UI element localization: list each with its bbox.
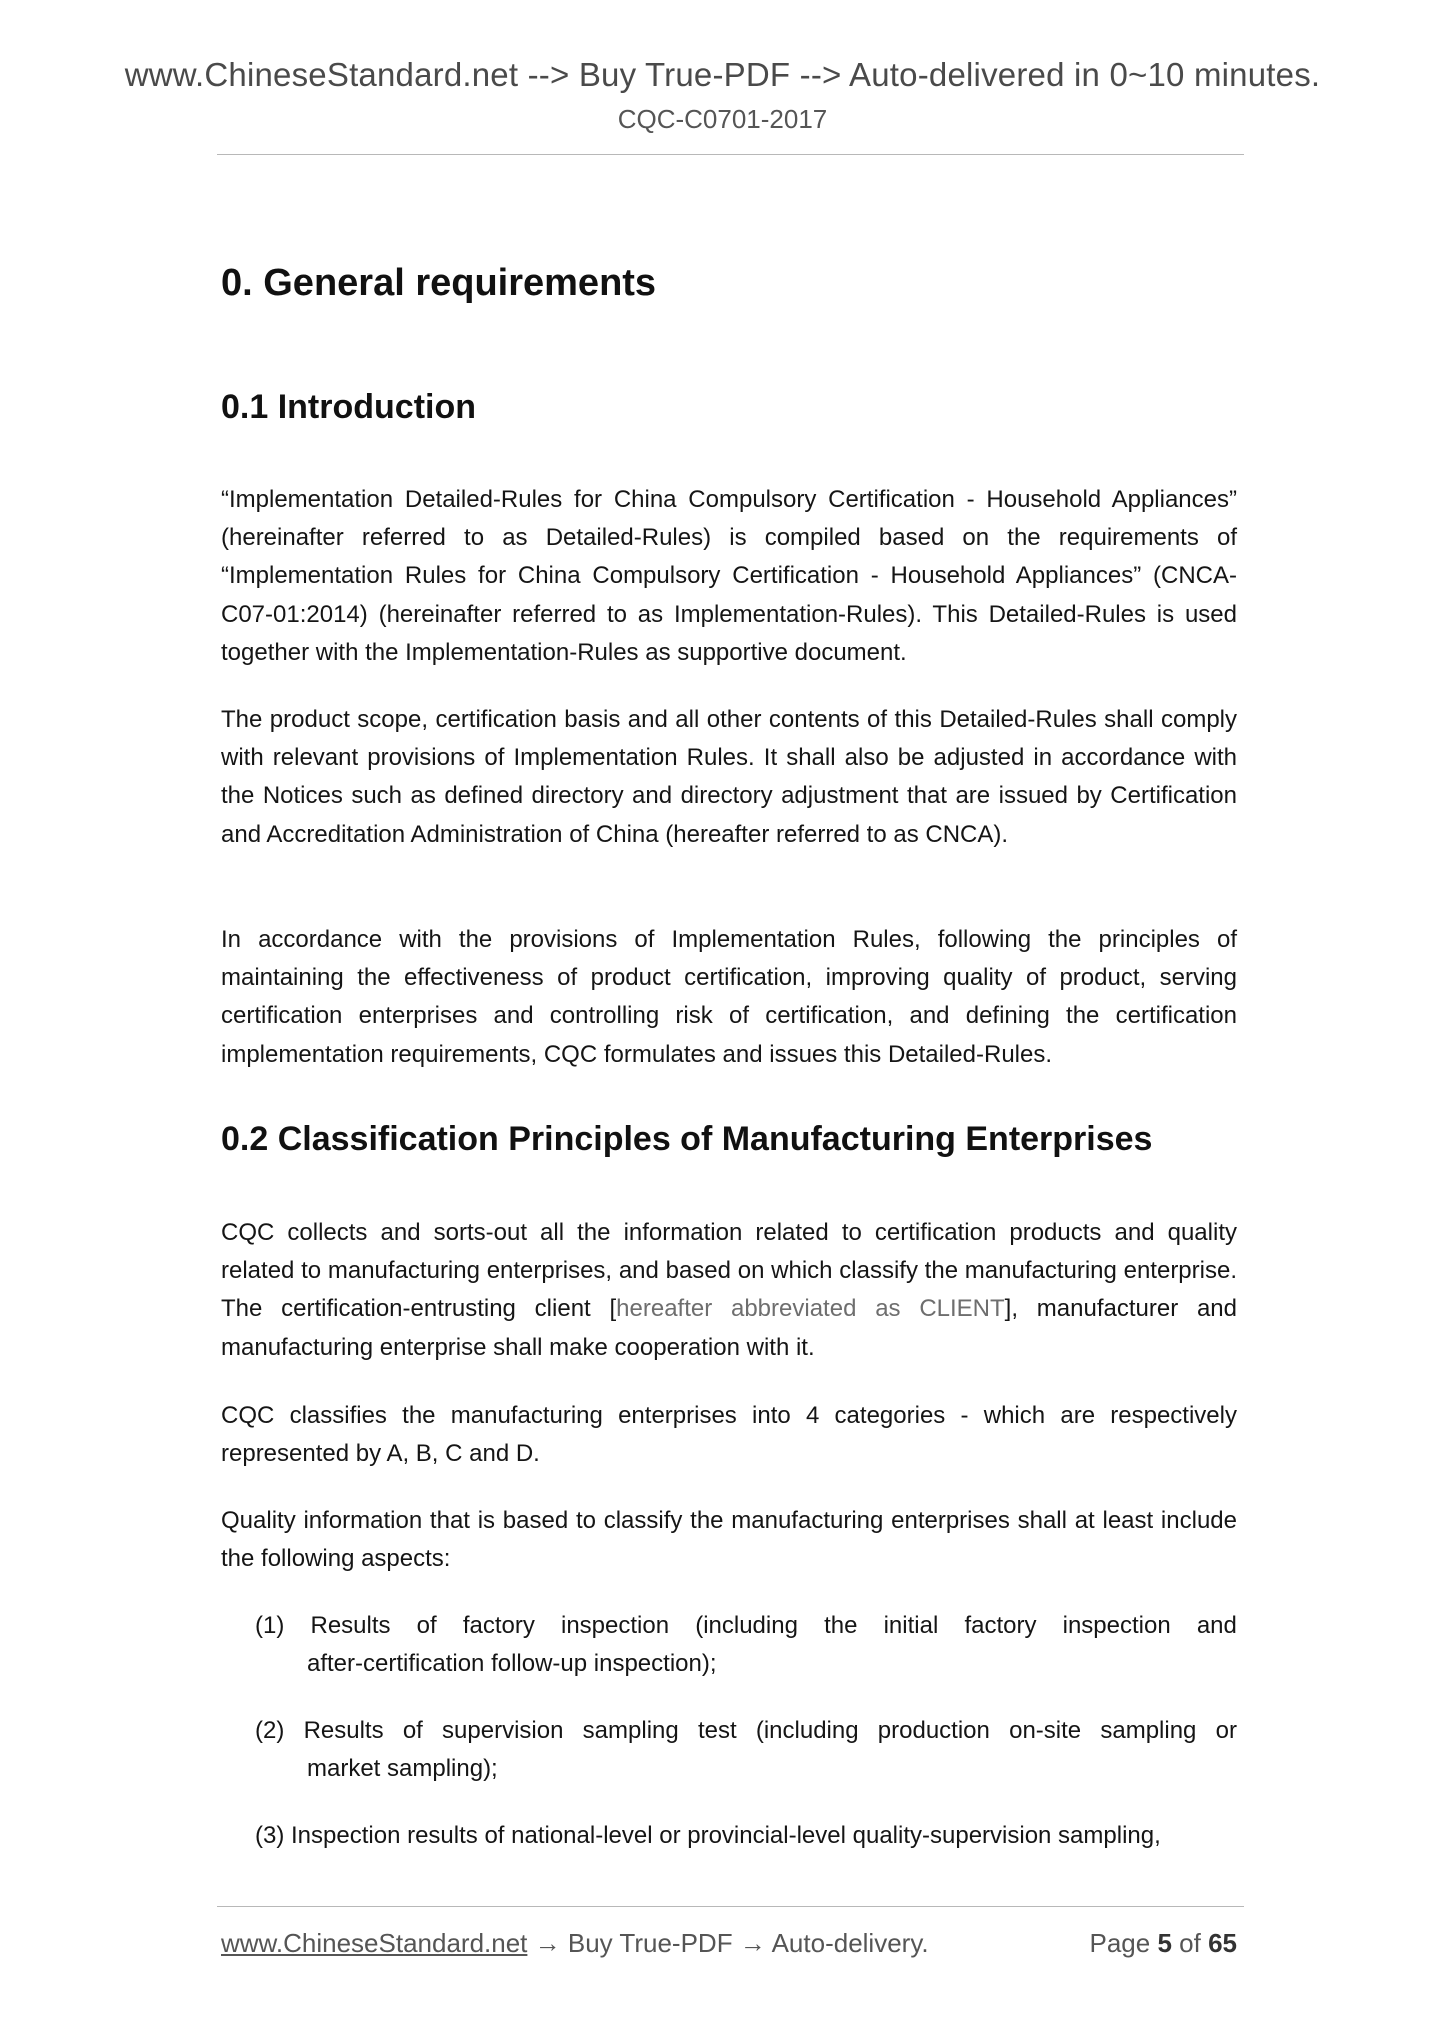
footer-promo-tail: → Buy True-PDF → Auto-delivery. — [534, 1928, 929, 1958]
classification-paragraph-1 — [221, 1214, 1237, 1367]
header-promo: www.ChineseStandard.net --> Buy True-PDF --> Auto-delivered in 0~10 minutes. — [124, 56, 1321, 93]
list-item-number: (3) — [255, 1822, 285, 1849]
section-0-2-title: 0.2 Classification Principles of Manufacturing Enterprises — [221, 1120, 1153, 1158]
client-abbreviation-note: hereafter abbreviated as CLIENT — [616, 1295, 1005, 1323]
section-0-1-title: 0.1 Introduction — [221, 388, 476, 426]
footer-site-link[interactable]: www.ChineseStandard.net — [221, 1928, 528, 1958]
footer-divider — [217, 1906, 1244, 1907]
classification-paragraph-1-end: ], manufacturer and manufacturing enterprise shall make cooperation with it. — [221, 1295, 1237, 1361]
classification-paragraph-1-start: CQC collects and sorts-out all the information related to certification products and quality related to manufacturing enterprises, and based on which classify the manufacturing enterprise. The certification-entrusting client [ — [221, 1219, 1237, 1323]
classification-paragraph-2: CQC classifies the manufacturing enterprises into 4 categories - which are respectively represented by A, B, C and D. — [221, 1402, 1237, 1468]
total-pages: 65 — [1208, 1928, 1237, 1958]
list-item-text: Inspection results of national-level or provincial-level quality-supervision sampling, — [291, 1822, 1161, 1849]
list-item-number: (2) — [255, 1717, 285, 1744]
intro-paragraph-1: “Implementation Detailed-Rules for China Compulsory Certification - Household Appliances” (hereinafter referred to as Detailed-Rules) is compiled based on the requirements of “Implementation Rules for China Compulsory Certification - Household Appliances” (CNCA-C07-01:2014) (hereinafter referred to as Implementation-Rules). This Detailed-Rules is used together with the Implementation-Rules as supportive document. — [221, 486, 1237, 666]
page-number: Page 5 of 65 — [1089, 1928, 1237, 1958]
footer — [221, 1928, 1237, 1959]
header-divider — [217, 154, 1244, 155]
intro-paragraph-3: In accordance with the provisions of Implementation Rules, following the principles of maintaining the effectiveness of product certification, improving quality of product, serving certification enterprises and controlling risk of certification, and defining the certification implementation requirements, CQC formulates and issues this Detailed-Rules. — [221, 926, 1237, 1068]
list-item: (2) Results of supervision sampling test (including production on-site sampling or market sampling); — [255, 1712, 1237, 1788]
footer-promo — [221, 1928, 929, 1959]
header-doc-code: CQC-C0701-2017 — [617, 104, 828, 134]
list-item: (1) Results of factory inspection (including the initial factory inspection and after-certification follow-up inspection); — [255, 1607, 1237, 1683]
list-item — [255, 1817, 1237, 1855]
list-item-continuation: after-certification follow-up inspection); — [307, 1650, 717, 1678]
current-page: 5 — [1157, 1928, 1172, 1958]
intro-paragraph-2: The product scope, certification basis and all other contents of this Detailed-Rules shall comply with relevant provisions of Implementation Rules. It shall also be adjusted in accordance with the Notices such as defined directory and directory adjustment that are issued by Certification and Accreditation Administration of China (hereafter referred to as CNCA). — [221, 706, 1237, 848]
classification-paragraph-3: Quality information that is based to classify the manufacturing enterprises shall at least include the following aspects: — [221, 1507, 1237, 1573]
list-item-continuation: market sampling); — [307, 1755, 498, 1783]
section-0-title: 0. General requirements — [221, 262, 657, 304]
list-item-number: (1) — [255, 1612, 285, 1639]
